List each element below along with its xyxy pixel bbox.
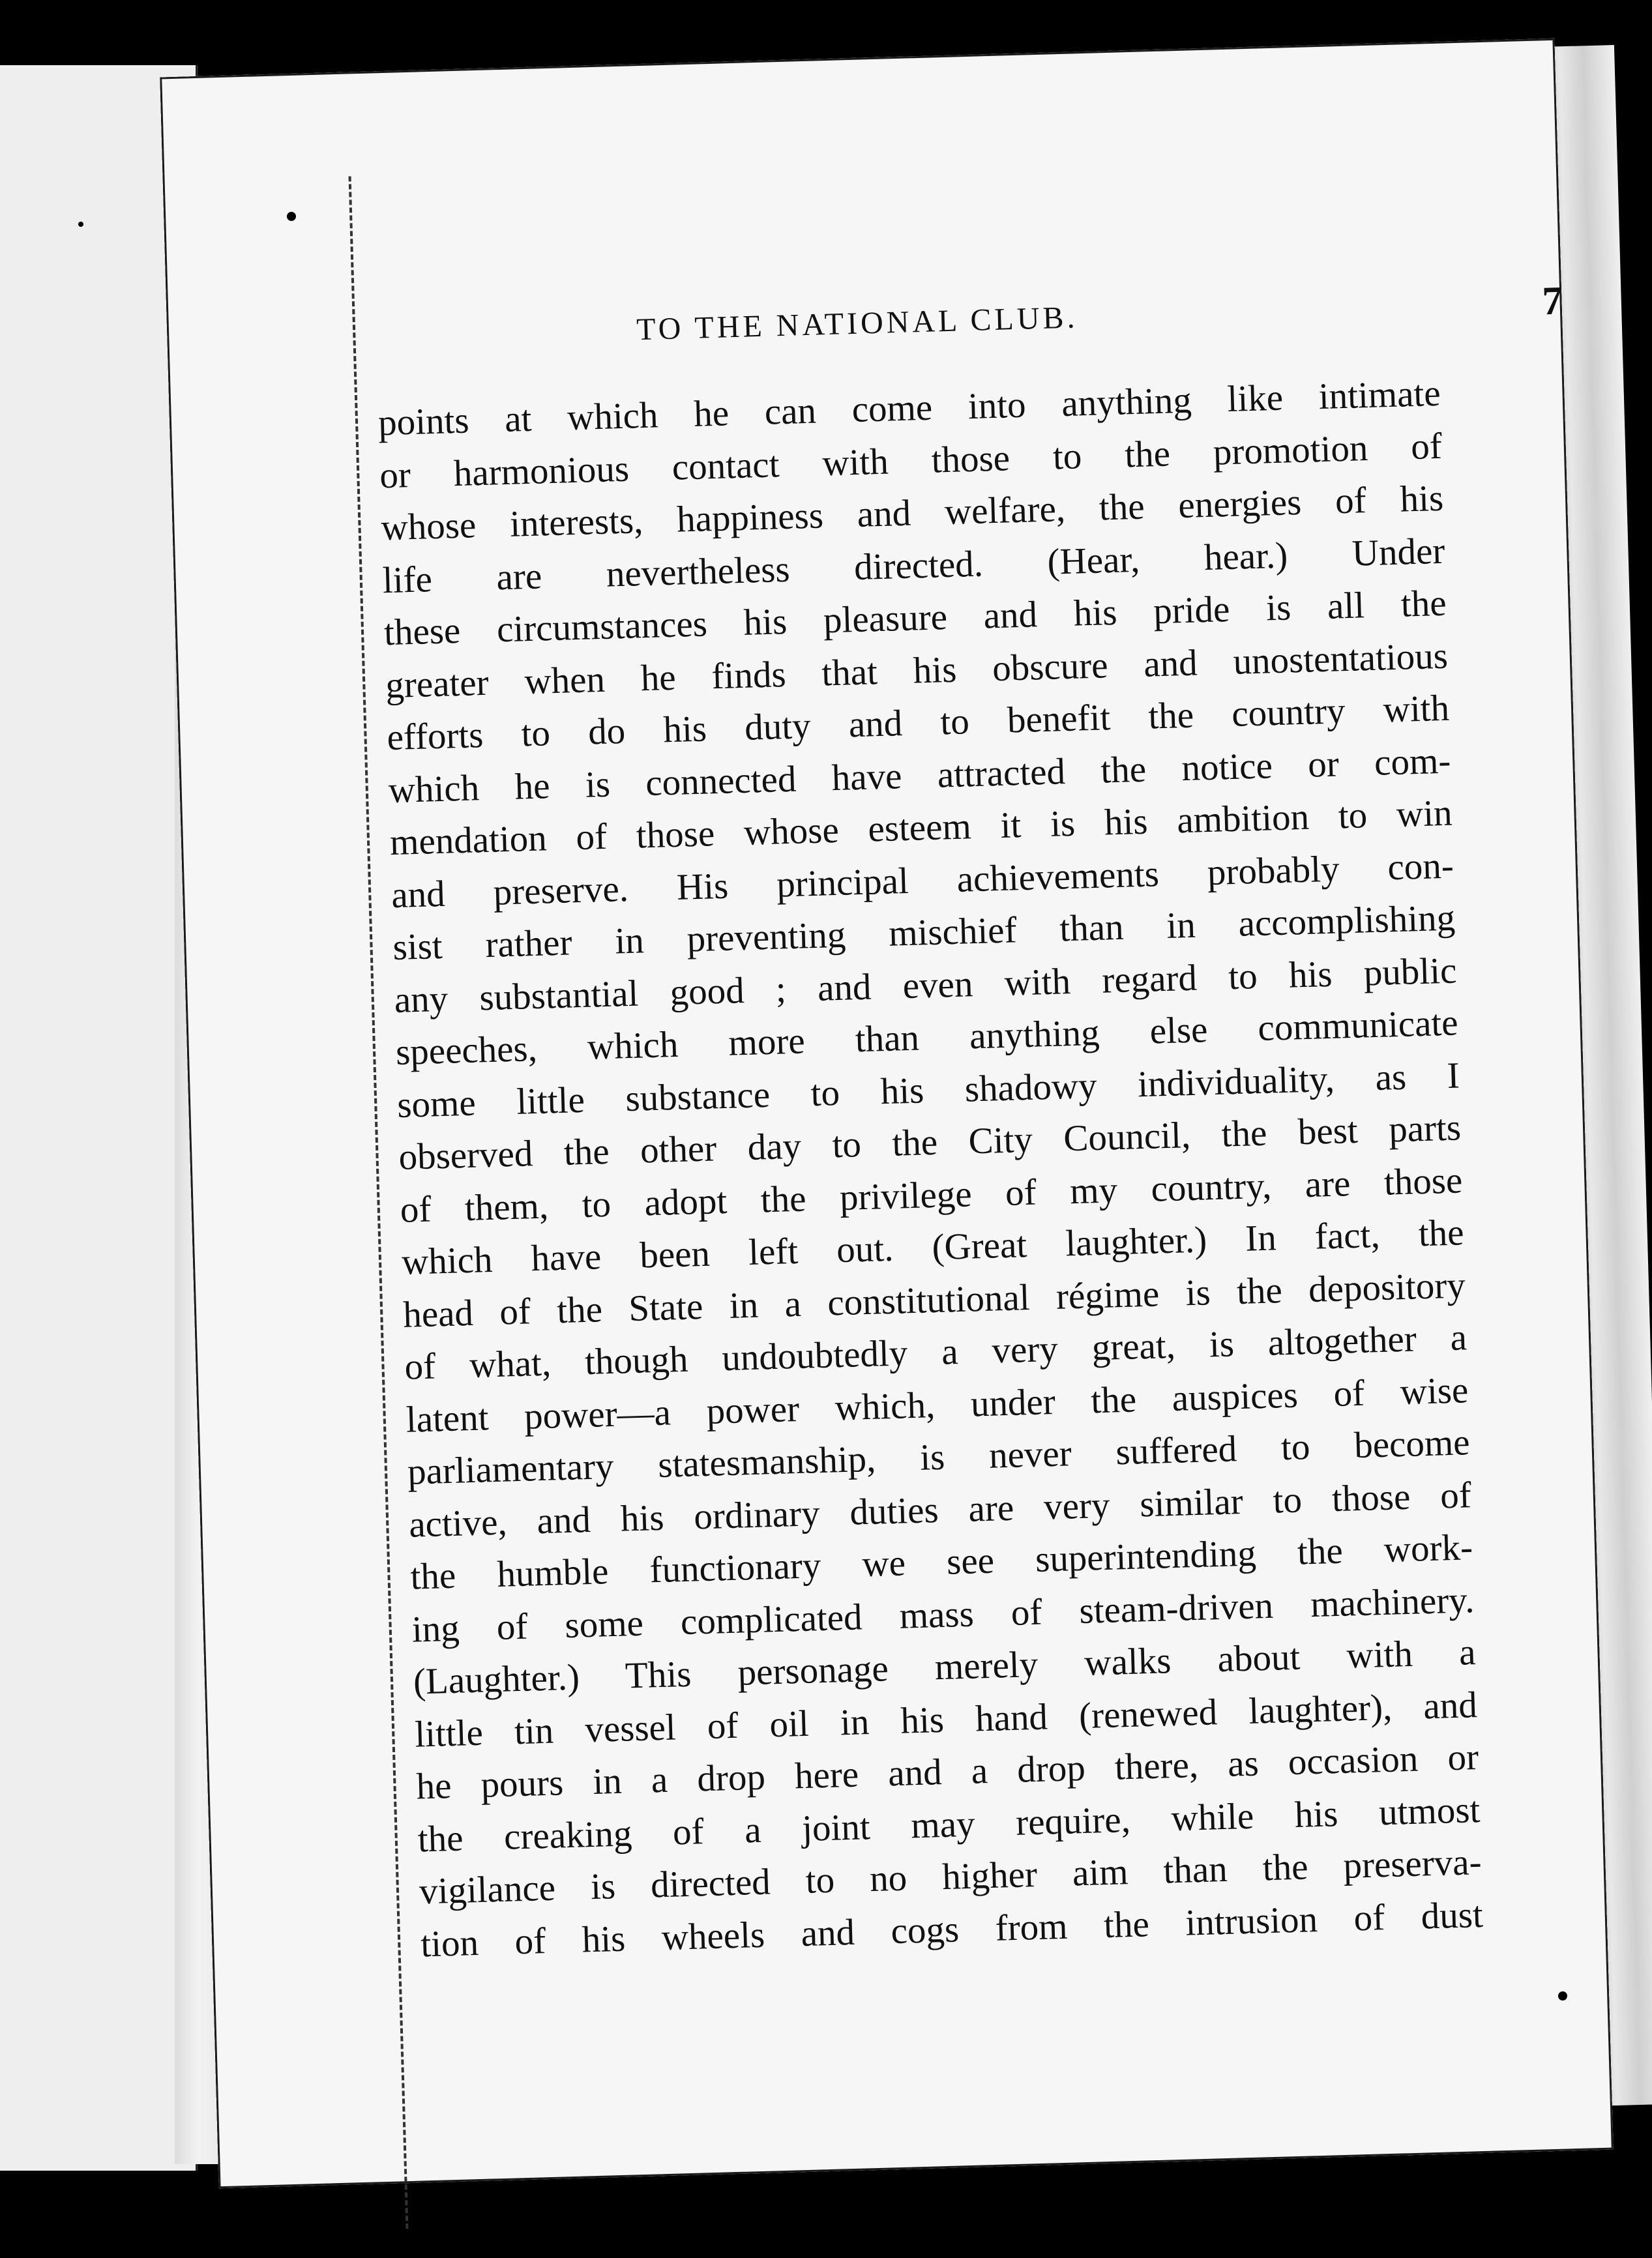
running-title: TO THE NATIONAL CLUB. — [636, 300, 1079, 347]
text-line: or harmonious contact with those to the promotion of — [379, 425, 1443, 496]
scan-speck — [287, 212, 296, 221]
text-line: observed the other day to the City Council, the best parts — [398, 1107, 1462, 1178]
text-line: parliamentary statesmanship, is never suffered to become — [407, 1422, 1471, 1493]
text-line: which he is connected have attracted the notice or com- — [387, 740, 1452, 811]
page-number: 7 — [1541, 278, 1563, 324]
text-line: these circumstances his pleasure and his pride is all the — [383, 582, 1447, 654]
text-line: sist rather in preventing mischief than in accomplishing — [392, 897, 1456, 969]
text-line: and preserve. His principal achievements probably con- — [391, 845, 1454, 916]
body-text — [377, 366, 1516, 1971]
text-line: active, and his ordinary duties are very similar to those of — [408, 1474, 1472, 1546]
text-line: ing of some complicated mass of steam-driven machinery. — [411, 1579, 1475, 1650]
text-line: which have been left out. (Great laughter.) In fact, the — [401, 1212, 1465, 1283]
text-line: whose interests, happiness and welfare, the energies of his — [380, 477, 1444, 549]
text-line: any substantial good ; and even with regard to his public — [393, 950, 1458, 1021]
text-line: the humble functionary we see superintending the work- — [409, 1527, 1473, 1598]
text-line: (Laughter.) This personage merely walks about with a — [413, 1632, 1477, 1703]
text-line: points at which he can come into anything like intimate — [377, 372, 1441, 444]
text-line: efforts to do his duty and to benefit the country with — [386, 687, 1450, 759]
text-line: vigilance is directed to no higher aim than the preserva- — [419, 1841, 1482, 1913]
text-line: tion of his wheels and cogs from the intrusion of dust — [420, 1894, 1484, 1965]
page-text-block — [376, 278, 1563, 1971]
text-line: of what, though undoubtedly a very great, is altogether a — [404, 1317, 1468, 1388]
text-line: life are nevertheless directed. (Hear, hear.) Under — [381, 530, 1446, 601]
text-line: mendation of those whose esteem it is his ambition to win — [389, 792, 1453, 864]
text-line: some little substance to his shadowy individuality, as I — [396, 1054, 1460, 1126]
text-line: speeches, which more than anything else communicate — [395, 1002, 1459, 1073]
text-line: little tin vessel of oil in his hand (renewed laughter), and — [414, 1684, 1478, 1755]
text-line: latent power—a power which, under the auspices of wise — [405, 1369, 1469, 1441]
scan-speck — [1558, 1991, 1567, 2001]
scan-speck — [78, 222, 83, 227]
text-line: the creaking of a joint may require, while his utmost — [417, 1789, 1481, 1860]
text-line: head of the State in a constitutional régime is the depository — [402, 1264, 1466, 1336]
text-line: of them, to adopt the privilege of my country, are those — [399, 1159, 1464, 1231]
text-line: he pours in a drop here and a drop there, as occasion or — [415, 1737, 1479, 1808]
book-page — [160, 38, 1614, 2188]
text-line: greater when he finds that his obscure and unostentatious — [385, 635, 1449, 706]
